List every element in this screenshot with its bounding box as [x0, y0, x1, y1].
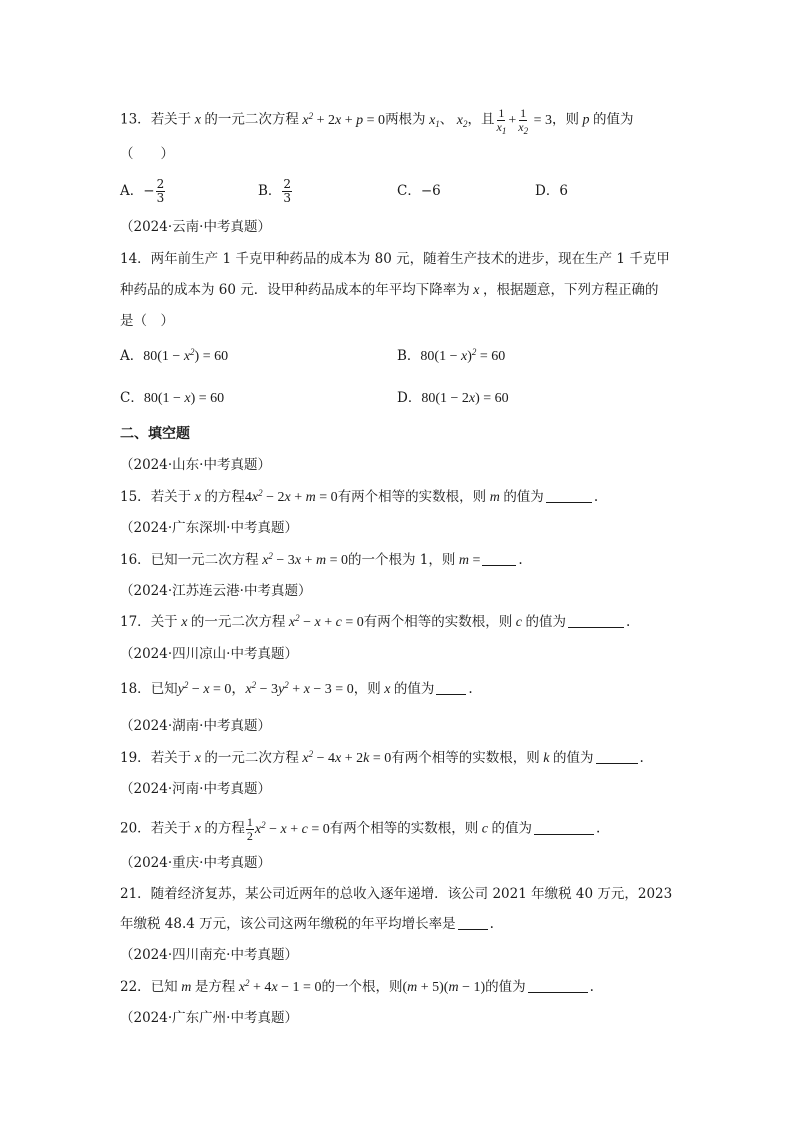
source-label: （2024·广东广州·中考真题）: [120, 1010, 298, 1026]
source-label: （2024·广东深圳·中考真题）: [120, 520, 298, 536]
text: 是方程: [194, 979, 236, 995]
math-m: m: [177, 980, 195, 995]
text: .: [596, 820, 601, 837]
text: .: [468, 681, 473, 697]
text: 有两个相等的实数根，则: [329, 820, 479, 837]
text: .: [489, 916, 494, 932]
option-d: [397, 388, 509, 409]
math-equations: $y^2 - x = 0$，$x^2 - 3y^2 + x - 3 = 0$: [177, 680, 354, 697]
option-a: [120, 346, 228, 367]
text: 的一个根为 1，则: [347, 552, 456, 568]
text: .: [639, 750, 644, 766]
math-equation: $x^2 + 2x + p = 0$: [298, 110, 386, 128]
text: 年缴税 48.4 万元，该公司这两年缴税的年平均增长率是: [120, 916, 456, 932]
answer-blank: [596, 749, 638, 764]
math-x: x: [191, 751, 205, 766]
question-number: 19．: [120, 750, 151, 766]
text: 有两个相等的实数根，则: [363, 614, 513, 630]
math-equation: $x^2 - 3x + m = 0$: [258, 551, 348, 568]
question-21-line2: [120, 914, 494, 934]
source-label: （2024·江苏连云港·中考真题）: [120, 583, 312, 599]
fraction: $\frac{2}{3}$: [283, 177, 292, 205]
source-label: （2024·重庆·中考真题）: [120, 855, 271, 871]
text: 已知: [150, 681, 178, 697]
math-expression: 80(1 − 2x) = 60: [421, 391, 509, 406]
math-expression: $80(1 - x)^2 = 60$: [420, 347, 506, 364]
answer-blank: [534, 820, 594, 835]
text: 的方程: [204, 489, 245, 505]
text: 种药品的成本为 60 元．设甲种药品成本的年平均下降率为: [120, 282, 470, 298]
option-label: D．: [535, 183, 560, 199]
math-expression: $80(1 - x^2) = 60$: [143, 347, 229, 364]
answer-blank: [482, 551, 516, 566]
option-label: C．: [120, 390, 144, 406]
text: 的一元二次方程: [190, 614, 286, 630]
option-b: [258, 178, 293, 205]
math-equation: $4x^2 - 2x + m = 0$: [244, 488, 338, 505]
text: 若关于: [150, 750, 192, 766]
math-fraction-sum: $\frac{1}{x_1}$ + $\frac{1}{x_2}$ = 3: [496, 106, 552, 136]
math-x1: $x_1$: [425, 112, 440, 129]
option-a: [120, 178, 166, 205]
question-16: [120, 550, 523, 571]
answer-blank: [528, 978, 588, 993]
option-d: [535, 181, 568, 201]
math-m: m =: [455, 553, 481, 568]
text: 的值为: [553, 750, 594, 766]
source-label: （2024·四川南充·中考真题）: [120, 947, 298, 963]
option-label: A．: [120, 183, 144, 199]
text: 已知一元二次方程: [150, 552, 259, 568]
option-b: [397, 346, 505, 367]
question-number: 16．: [120, 552, 151, 568]
text: 、: [439, 111, 454, 128]
question-21-line1: 21．随着经济复苏，某公司近两年的总收入逐年递增．该公司 2021 年缴税 40 万元，2023: [120, 886, 673, 902]
answer-blank: [458, 915, 488, 930]
math-m: m: [486, 490, 504, 505]
question-number: 18．: [120, 681, 151, 697]
math-equation: $x^2 + 4x - 1 = 0$: [235, 978, 322, 995]
text: 两根为: [385, 111, 426, 128]
answer-blank: [568, 613, 624, 628]
question-22: [120, 977, 594, 998]
text: 的一元二次方程: [204, 111, 299, 128]
option-value: 6: [559, 183, 568, 199]
text: 的值为: [485, 979, 526, 995]
text: 若关于: [150, 111, 192, 128]
math-c: c: [478, 821, 492, 837]
math-x: x: [191, 490, 205, 505]
question-17: [120, 612, 630, 633]
answer-paren: （ ）: [120, 146, 174, 162]
math-k: k: [539, 751, 553, 766]
fraction: $\frac{2}{3}$: [156, 177, 165, 205]
text: 关于: [150, 614, 178, 630]
math-expression: 80(1 − x) = 60: [143, 391, 225, 406]
source-label: （2024·云南·中考真题）: [120, 219, 271, 235]
math-c: c: [512, 615, 526, 630]
question-number: 20．: [120, 820, 151, 837]
source-label: （2024·四川凉山·中考真题）: [120, 646, 298, 662]
math-x: x: [380, 682, 394, 697]
option-label: B．: [397, 348, 421, 364]
text: 的值为: [393, 681, 435, 697]
question-14-line1: 14．两年前生产 1 千克甲种药品的成本为 80 元，随着生产技术的进步，现在生产 1 千克甲: [120, 251, 670, 267]
math-x2: $x_2$: [453, 112, 468, 129]
question-number: 17．: [120, 614, 151, 630]
text: 若关于: [150, 489, 192, 505]
source-label: （2024·湖南·中考真题）: [120, 718, 271, 734]
math-x: x: [191, 112, 205, 128]
option-label: C．: [397, 183, 421, 199]
math-x: x: [177, 615, 191, 630]
text: 的一个根，则: [321, 979, 403, 995]
text: .: [589, 979, 594, 995]
text: 已知: [150, 979, 178, 995]
source-label: （2024·河南·中考真题）: [120, 781, 271, 797]
option-value: −6: [420, 183, 441, 199]
question-13: [120, 107, 633, 134]
option-label: A．: [120, 348, 144, 364]
math-x: x: [469, 283, 483, 298]
text: ，则: [353, 681, 381, 697]
question-14-line3: 是（ ）: [120, 313, 174, 329]
text: .: [593, 489, 599, 505]
answer-blank: [546, 488, 592, 503]
question-number: 22．: [120, 979, 151, 995]
source-label: （2024·山东·中考真题）: [120, 457, 271, 473]
text: 的值为: [525, 614, 566, 630]
math-equation: $\frac{1}{2}$ $x^2 - x + c = 0$: [246, 815, 330, 843]
section-heading: 二、填空题: [120, 426, 190, 442]
question-number: 13．: [120, 111, 151, 128]
math-x: x: [191, 821, 205, 837]
question-19: [120, 748, 644, 769]
math-equation: $x^2 - 4x + 2k = 0$: [298, 749, 392, 766]
question-14-line2: [120, 280, 658, 301]
question-number: 15．: [120, 489, 151, 505]
math-p: p: [578, 112, 593, 128]
text: 的一元二次方程: [204, 750, 299, 766]
question-15: [120, 487, 598, 508]
text: .: [518, 552, 523, 568]
math-expression: (m + 5)(m − 1): [402, 980, 486, 995]
option-c: [120, 388, 224, 409]
text: ，根据题意，下列方程正确的: [482, 282, 659, 298]
text: 的值为: [491, 820, 532, 837]
option-c: [397, 181, 441, 201]
question-18: [120, 679, 473, 700]
text: 若关于: [150, 820, 192, 837]
option-label: B．: [258, 183, 282, 199]
text: 有两个相等的实数根，则: [337, 489, 487, 505]
text: .: [626, 614, 631, 630]
option-label: D．: [397, 390, 422, 406]
text: 的值为: [503, 489, 544, 505]
answer-blank: [436, 680, 466, 695]
text: ，且: [467, 111, 495, 128]
option-value: −: [143, 183, 155, 199]
text: 有两个相等的实数根，则: [391, 750, 540, 766]
text: 的值为: [592, 111, 634, 128]
text: ，则: [551, 111, 579, 128]
text: 的方程: [204, 820, 245, 837]
math-equation: $x^2 - x + c = 0$: [285, 613, 364, 630]
question-20: [120, 816, 600, 843]
